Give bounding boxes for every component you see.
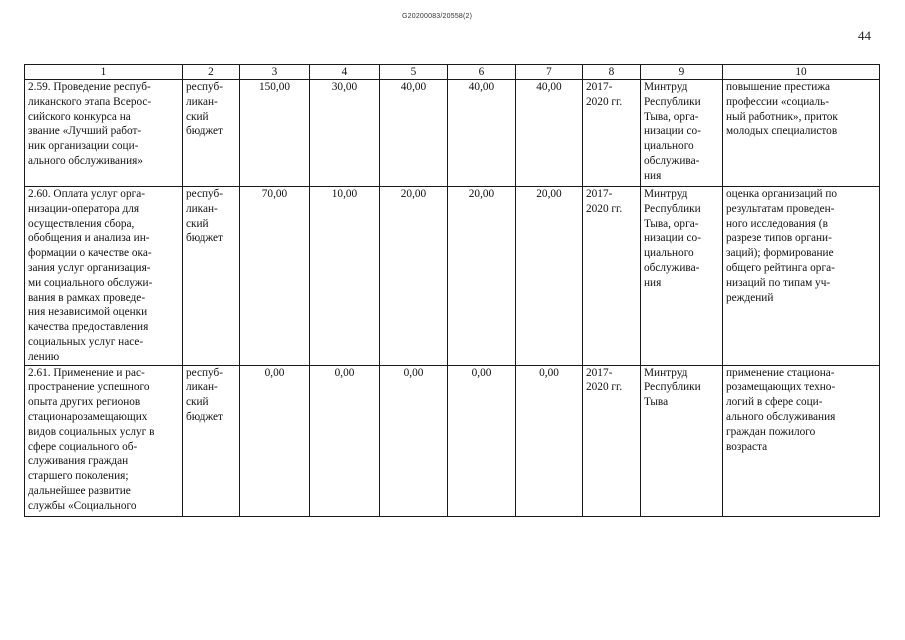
amount-cell: 10,00: [310, 187, 380, 366]
amount-cell: 0,00: [448, 365, 516, 516]
column-header: 7: [516, 65, 583, 80]
column-header: 2: [183, 65, 240, 80]
period-cell: 2017- 2020 гг.: [583, 80, 641, 187]
result-cell: применение стациона- розамещающих техно- логий в сфере соци- ального обслуживания граждан пожилого возраста: [723, 365, 880, 516]
funding-source-cell: респуб- ликан- ский бюджет: [183, 187, 240, 366]
amount-cell: 40,00: [516, 80, 583, 187]
amount-cell: 70,00: [240, 187, 310, 366]
amount-cell: 40,00: [448, 80, 516, 187]
column-header: 1: [25, 65, 183, 80]
column-header: 3: [240, 65, 310, 80]
amount-cell: 0,00: [240, 365, 310, 516]
column-header: 5: [380, 65, 448, 80]
table-header-row: [25, 65, 880, 80]
amount-cell: 30,00: [310, 80, 380, 187]
funding-source-cell: респуб- ликан- ский бюджет: [183, 80, 240, 187]
amount-cell: 0,00: [516, 365, 583, 516]
amount-cell: 0,00: [380, 365, 448, 516]
document-id: G20200083/20558(2): [402, 13, 473, 20]
executor-cell: Минтруд Республики Тыва, орга- низации со- циального обслужива- ния: [641, 187, 723, 366]
executor-cell: Минтруд Республики Тыва: [641, 365, 723, 516]
column-header: 8: [583, 65, 641, 80]
column-header: 6: [448, 65, 516, 80]
activity-cell: 2.60. Оплата услуг орга- низации-оператора для осуществления сбора, обобщения и анализа ин- формации о качестве ока- зания услуг организация- ми социального обслужи- вания в рамках проведе- ния независимой оценки качества предоставления социальных услуг насе- лению: [25, 187, 183, 366]
activity-cell: 2.61. Применение и рас- пространение успешного опыта других регионов стационарозамещающих видов социальных услуг в сфере социального об- служивания граждан старшего поколения; дальнейшее развитие службы «Социального: [25, 365, 183, 516]
program-table: [24, 64, 880, 517]
executor-cell: Минтруд Республики Тыва, орга- низации со- циального обслужива- ния: [641, 80, 723, 187]
activity-cell: 2.59. Проведение респуб- ликанского этапа Всерос- сийского конкурса на звание «Лучший работ- ник организации соци- ального обслуживания»: [25, 80, 183, 187]
amount-cell: 40,00: [380, 80, 448, 187]
table-row: [25, 187, 880, 366]
column-header: 9: [641, 65, 723, 80]
result-cell: повышение престижа профессии «социаль- ный работник», приток молодых специалистов: [723, 80, 880, 187]
amount-cell: 0,00: [310, 365, 380, 516]
page-number: 44: [858, 28, 871, 43]
result-cell: оценка организаций по результатам проведен- ного исследования (в разрезе типов органи- заций); формирование общего рейтинга орга- низаций по типам уч- реждений: [723, 187, 880, 366]
period-cell: 2017- 2020 гг.: [583, 365, 641, 516]
period-cell: 2017- 2020 гг.: [583, 187, 641, 366]
table-row: [25, 80, 880, 187]
table-row: [25, 365, 880, 516]
amount-cell: 150,00: [240, 80, 310, 187]
amount-cell: 20,00: [516, 187, 583, 366]
amount-cell: 20,00: [380, 187, 448, 366]
column-header: 10: [723, 65, 880, 80]
column-header: 4: [310, 65, 380, 80]
amount-cell: 20,00: [448, 187, 516, 366]
funding-source-cell: респуб- ликан- ский бюджет: [183, 365, 240, 516]
